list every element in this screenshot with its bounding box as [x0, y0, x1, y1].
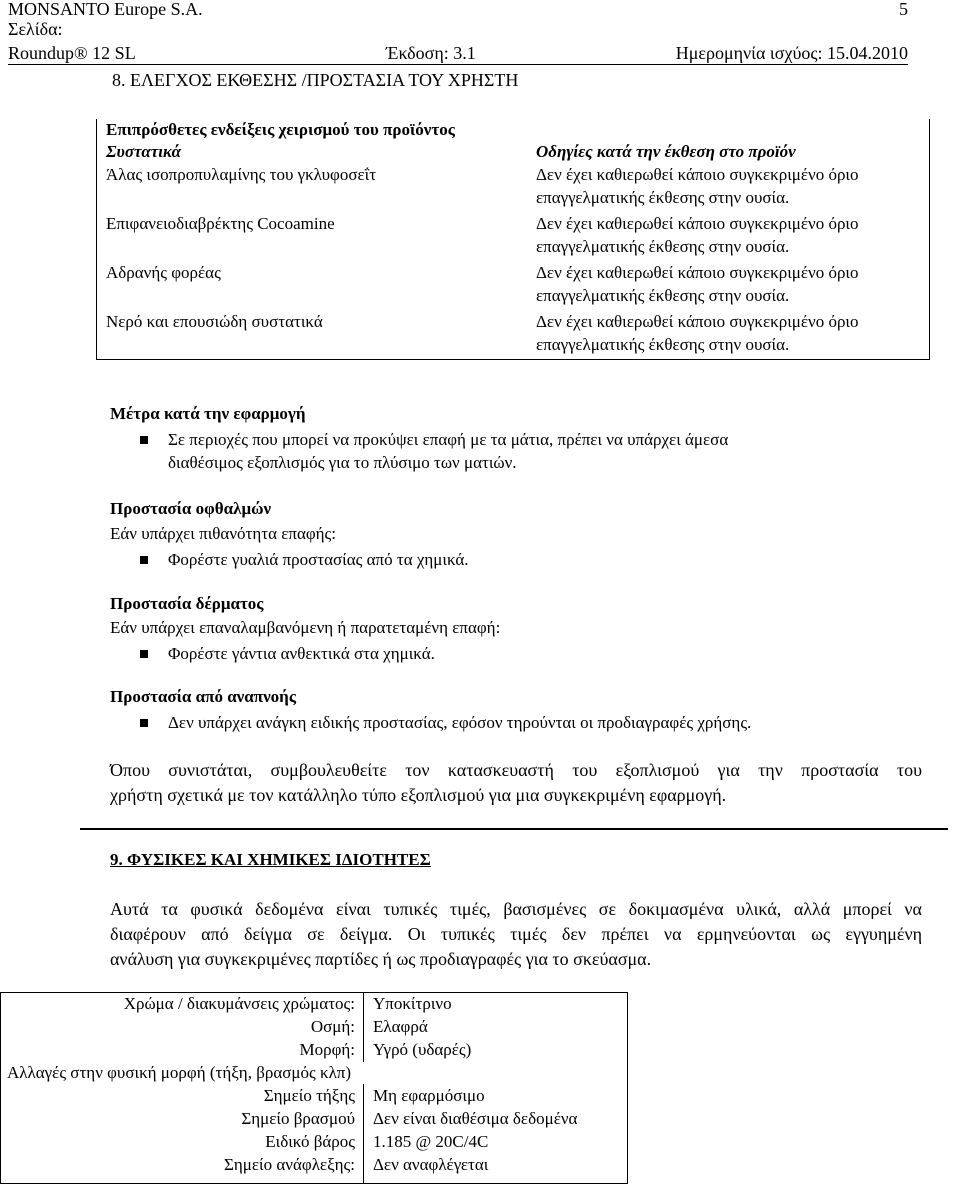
skin-protection-heading: Προστασία δέρματος	[110, 594, 264, 613]
bullet-icon	[140, 650, 148, 658]
section-divider	[80, 828, 948, 830]
col-components-header: Συστατικά	[106, 142, 182, 161]
header-info-row	[8, 42, 908, 65]
intro-line: διαφέρουν από δείγμα σε δείγμα. Οι τυπικές τιμές δεν πρέπει να ερμηνεύονται ως εγγυημένη	[110, 924, 922, 944]
bullet-icon	[140, 436, 148, 444]
property-value: Υποκίτρινο	[373, 994, 452, 1013]
advice-paragraph	[110, 758, 922, 808]
advice-line: Όπου συνιστάται, συμβουλευθείτε τον κατασκευαστή του εξοπλισμού για την προστασία του	[110, 760, 922, 780]
skin-protection-text: Φορέστε γάντια ανθεκτικά στα χημικά.	[168, 644, 435, 663]
measures-text: Σε περιοχές που μπορεί να προκύψει επαφή με τα μάτια, πρέπει να υπάρχει άμεσα	[168, 430, 729, 449]
property-label: Σημείο βρασμού	[241, 1109, 355, 1128]
property-label: Μορφή:	[299, 1040, 355, 1059]
company-name: MONSANTO Europe S.A.	[8, 0, 203, 19]
properties-table	[0, 992, 628, 1184]
property-value: Ελαφρά	[373, 1017, 428, 1036]
property-label: Χρώμα / διακυμάνσεις χρώματος:	[123, 994, 355, 1013]
table-row-guideline-cont: επαγγελματικής έκθεσης στην ουσία.	[536, 237, 790, 256]
property-label: Οσμή:	[310, 1017, 355, 1036]
table-row-component: Επιφανειοδιαβρέκτης Cocoamine	[106, 214, 335, 233]
intro-line: Αυτά τα φυσικά δεδομένα είναι τυπικές τιμές, βασισμένες σε δοκιμασμένα υλικά, αλλά μπορεί να	[110, 899, 922, 919]
property-value: 1.185 @ 20C/4C	[373, 1132, 489, 1151]
property-value: Μη εφαρμόσιμο	[373, 1086, 485, 1105]
table-divider-gap	[359, 1062, 369, 1084]
skin-protection-condition: Εάν υπάρχει επαναλαμβανόμενη ή παρατεταμένη επαφή:	[110, 618, 501, 637]
table-row-component: Άλας ισοπροπυλαμίνης του γκλυφοσεΐτ	[106, 165, 377, 184]
property-label: Σημείο ανάφλεξης:	[224, 1155, 355, 1174]
table-row-guideline: Δεν έχει καθιερωθεί κάποιο συγκεκριμένο όριο	[536, 312, 859, 331]
property-label: Σημείο τήξης	[263, 1086, 355, 1105]
table-row-guideline: Δεν έχει καθιερωθεί κάποιο συγκεκριμένο όριο	[536, 214, 859, 233]
table-row-guideline: Δεν έχει καθιερωθεί κάποιο συγκεκριμένο όριο	[536, 165, 859, 184]
measures-heading: Μέτρα κατά την εφαρμογή	[110, 404, 306, 423]
property-value: Υγρό (υδαρές)	[373, 1040, 472, 1059]
table-row-guideline-cont: επαγγελματικής έκθεσης στην ουσία.	[536, 286, 790, 305]
table-divider	[363, 993, 364, 1183]
table-row-guideline-cont: επαγγελματικής έκθεσης στην ουσία.	[536, 188, 790, 207]
intro-line: ανάλυση για συγκεκριμένες παρτίδες ή ως προδιαγραφές για το σκεύασμα.	[110, 949, 652, 969]
respiratory-protection-heading: Προστασία από αναπνοής	[110, 687, 297, 706]
page-number: 5	[899, 0, 908, 19]
section-8-title: 8. ΕΛΕΓΧΟΣ ΕΚΘΕΣΗΣ /ΠΡΟΣΤΑΣΙΑ ΤΟΥ ΧΡΗΣΤΗ	[112, 70, 519, 90]
table-row-component: Αδρανής φορέας	[106, 263, 221, 282]
eye-protection-condition: Εάν υπάρχει πιθανότητα επαφής:	[110, 524, 337, 543]
bullet-icon	[140, 719, 148, 727]
section-9-title: 9. ΦΥΣΙΚΕΣ ΚΑΙ ΧΗΜΙΚΕΣ ΙΔΙΟΤΗΤΕΣ	[110, 850, 431, 869]
table-row-guideline-cont: επαγγελματικής έκθεσης στην ουσία.	[536, 335, 790, 354]
product-name: Roundup® 12 SL	[8, 43, 136, 63]
handling-heading: Επιπρόσθετες ενδείξεις χειρισμού του προϊόντος	[106, 120, 455, 139]
bullet-icon	[140, 556, 148, 564]
eye-protection-heading: Προστασία οφθαλμών	[110, 499, 272, 518]
eye-protection-text: Φορέστε γυαλιά προστασίας από τα χημικά.	[168, 550, 469, 569]
measures-text-cont: διαθέσιμος εξοπλισμός για το πλύσιμο των ματιών.	[168, 453, 517, 472]
property-label: Ειδικό βάρος	[265, 1132, 355, 1151]
property-value: Δεν είναι διαθέσιμα δεδομένα	[373, 1109, 578, 1128]
validity-date: Ημερομηνία ισχύος: 15.04.2010	[675, 43, 908, 63]
property-value: Δεν αναφλέγεται	[373, 1155, 489, 1174]
property-label-full: Αλλαγές στην φυσική μορφή (τήξη, βρασμός κλπ)	[7, 1063, 352, 1082]
version: Έκδοση: 3.1	[386, 43, 476, 63]
table-row-guideline: Δεν έχει καθιερωθεί κάποιο συγκεκριμένο όριο	[536, 263, 859, 282]
section-9-intro	[110, 897, 922, 972]
respiratory-protection-text: Δεν υπάρχει ανάγκη ειδικής προστασίας, εφόσον τηρούνται οι προδιαγραφές χρήσης.	[168, 713, 752, 732]
col-guidelines-header: Οδηγίες κατά την έκθεση στο προϊόν	[536, 142, 796, 161]
table-row-component: Νερό και επουσιώδη συστατικά	[106, 312, 323, 331]
advice-line: χρήστη σχετικά με τον κατάλληλο τύπο εξοπλισμού για μια συγκεκριμένη εφαρμογή.	[110, 785, 727, 805]
page-label: Σελίδα:	[8, 19, 63, 39]
